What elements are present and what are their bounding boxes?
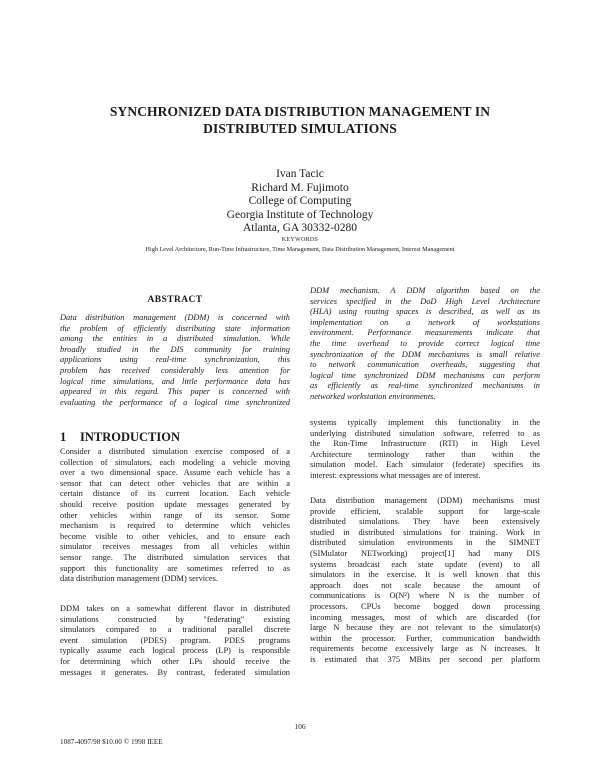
text-line: sensor that can detect other vehicles that are within a <box>60 478 290 488</box>
intro-right-paragraph-2 <box>310 496 540 666</box>
text-line: (SIMulator NETworking) project[1] had many DIS <box>310 548 540 558</box>
text-line: systems typically implement this functionality in the <box>310 418 540 427</box>
text-line: requirements become excessively large as N increases. It <box>310 644 540 654</box>
text-line: large N because they are not relevant to the simulator(s) <box>310 623 540 633</box>
text-line: evaluating the performance of a logical time synchronized <box>60 397 290 407</box>
text-line: synchronization of the DDM mechanisms is small relative <box>310 349 540 359</box>
page-number: 106 <box>294 722 306 731</box>
text-line: services specified in the DoD High Level Architecture <box>310 296 540 306</box>
abstract-right-column <box>310 286 540 403</box>
text-line: DDM takes on a somewhat different flavor in distributed <box>60 604 290 613</box>
author-affiliation: College of Computing <box>248 195 352 208</box>
keywords-heading: KEYWORDS <box>281 237 319 243</box>
text-line: is estimated that 375 MBits per second per platform <box>310 654 540 664</box>
text-line: event simulation (PDES) program. PDES programs <box>60 635 290 645</box>
abstract-heading: ABSTRACT <box>147 295 203 305</box>
keywords-text: High Level Architecture, Run-Time Infrastructure, Time Management, Data Distribution Management, Interest Management <box>145 246 455 253</box>
text-line: systems broadcast each state update (event) to all <box>310 559 540 569</box>
text-line: the time overhead to provide correct logical time <box>310 338 540 348</box>
section-heading <box>60 430 180 445</box>
text-line: logical time synchronized DDM mechanisms can perform <box>310 370 540 380</box>
text-line: problem has received considerably less attention for <box>60 365 290 375</box>
text-line: appeared in this regard. This paper is concerned with <box>60 387 290 397</box>
author-name: Richard M. Fujimoto <box>251 181 349 194</box>
text-line: simulators compared to a traditional parallel discrete <box>60 625 290 635</box>
text-line: the problem of efficiently distributing state information <box>60 323 290 333</box>
text-line: incoming messages, most of which are discarded (for <box>310 612 540 622</box>
text-line: messages it generates. By contrast, federated simulation <box>60 667 290 677</box>
text-line: should receive position update messages generated by <box>60 499 290 509</box>
text-line: logical time simulations, and little performance data has <box>60 376 290 386</box>
paper-title <box>60 103 540 137</box>
text-line: environment. Performance measurements indicate that <box>310 328 540 338</box>
text-line: over a two dimensional space. Assume each vehicle has a <box>60 468 290 478</box>
section-title: INTRODUCTION <box>80 430 181 444</box>
text-line: to network communication overheads, suggesting that <box>310 360 540 370</box>
text-line: networked workstation environments. <box>310 391 436 401</box>
text-line: studied in distributed simulations for training. Work in <box>310 527 540 537</box>
text-line: Data distribution management (DDM) mechanisms must <box>310 496 540 505</box>
text-line: simulation model. Each simulator (federate) specifies its <box>310 460 540 470</box>
author-address: Atlanta, GA 30332-0280 <box>242 222 358 235</box>
text-line: certain distance of its current location. Each vehicle <box>60 489 290 499</box>
intro-right-paragraph-1 <box>310 418 540 482</box>
text-line: mechanism is required to determine which vehicles <box>60 521 290 531</box>
text-line: approach does not scale because the amount of <box>310 580 540 590</box>
text-line: underlying distributed simulation software, referred to as <box>310 428 540 438</box>
text-line: data distribution management (DDM) services. <box>60 574 218 584</box>
text-line: simulations constructed by "federating" existing <box>60 614 290 624</box>
text-line: distributed simulations. They have been extensively <box>310 517 540 527</box>
text-line: (HLA) using routing spaces is described, as well as its <box>310 307 540 317</box>
text-line: among the entities in a distributed simulation. While <box>60 334 290 344</box>
title-line-1: SYNCHRONIZED DATA DISTRIBUTION MANAGEMENT IN <box>109 104 491 119</box>
text-line: applications using real-time synchronization, this <box>60 355 290 365</box>
text-line: broadly studied in the DIS community for training <box>60 344 290 354</box>
text-line: processors. CPUs become bogged down processing <box>310 601 540 611</box>
title-line-2: DISTRIBUTED SIMULATIONS <box>203 121 397 136</box>
text-line: simulator receives messages from all vehicles within <box>60 542 290 552</box>
text-line: for determining which other LPs should receive the <box>60 656 290 666</box>
text-line: Data distribution management (DDM) is concerned with <box>60 313 290 322</box>
text-line: within the processor. Further, communication bandwidth <box>310 633 540 643</box>
text-line: support this functionality are sometimes referred to as <box>60 563 290 573</box>
abstract-left-column <box>60 313 290 408</box>
text-line: implementation on a network of workstations <box>310 317 540 327</box>
text-line: distributed simulation environments in the SIMNET <box>310 538 540 548</box>
intro-left-paragraph-1 <box>60 447 290 585</box>
author-block <box>150 168 450 236</box>
author-name: Ivan Tacic <box>276 168 324 180</box>
copyright-notice: 1087-4097/98 $10.00 © 1998 IEEE <box>60 738 163 746</box>
text-line: collection of simulators, each modeling a vehicle moving <box>60 457 290 467</box>
text-line: Consider a distributed simulation exercise composed of a <box>60 447 290 456</box>
intro-left-paragraph-2 <box>60 604 290 678</box>
text-line: as efficiently as real-time synchronized mechanisms in <box>310 381 540 391</box>
text-line: the Run-Time Infrastructure (RTI) in High Level <box>310 439 540 449</box>
text-line: become visible to other vehicles, and to ensure each <box>60 531 290 541</box>
text-line: communications is O(N²) where N is the number of <box>310 591 540 601</box>
text-line: DDM mechanism. A DDM algorithm based on the <box>310 286 540 295</box>
text-line: typically assume each logical process (LP) is responsible <box>60 646 290 656</box>
text-line: simulators in the exercise. It is well known that this <box>310 570 540 580</box>
text-line: sensor range. The distributed simulation services that <box>60 552 290 562</box>
text-line: Architecture terminology rather than within the <box>310 449 540 459</box>
text-line: provide efficient, scalable support for large-scale <box>310 506 540 516</box>
author-affiliation: Georgia Institute of Technology <box>226 208 374 221</box>
text-line: interest: expressions what messages are of interest. <box>310 470 481 480</box>
text-line: other vehicles within range of its sensor. Some <box>60 510 290 520</box>
section-number: 1 <box>60 430 67 444</box>
